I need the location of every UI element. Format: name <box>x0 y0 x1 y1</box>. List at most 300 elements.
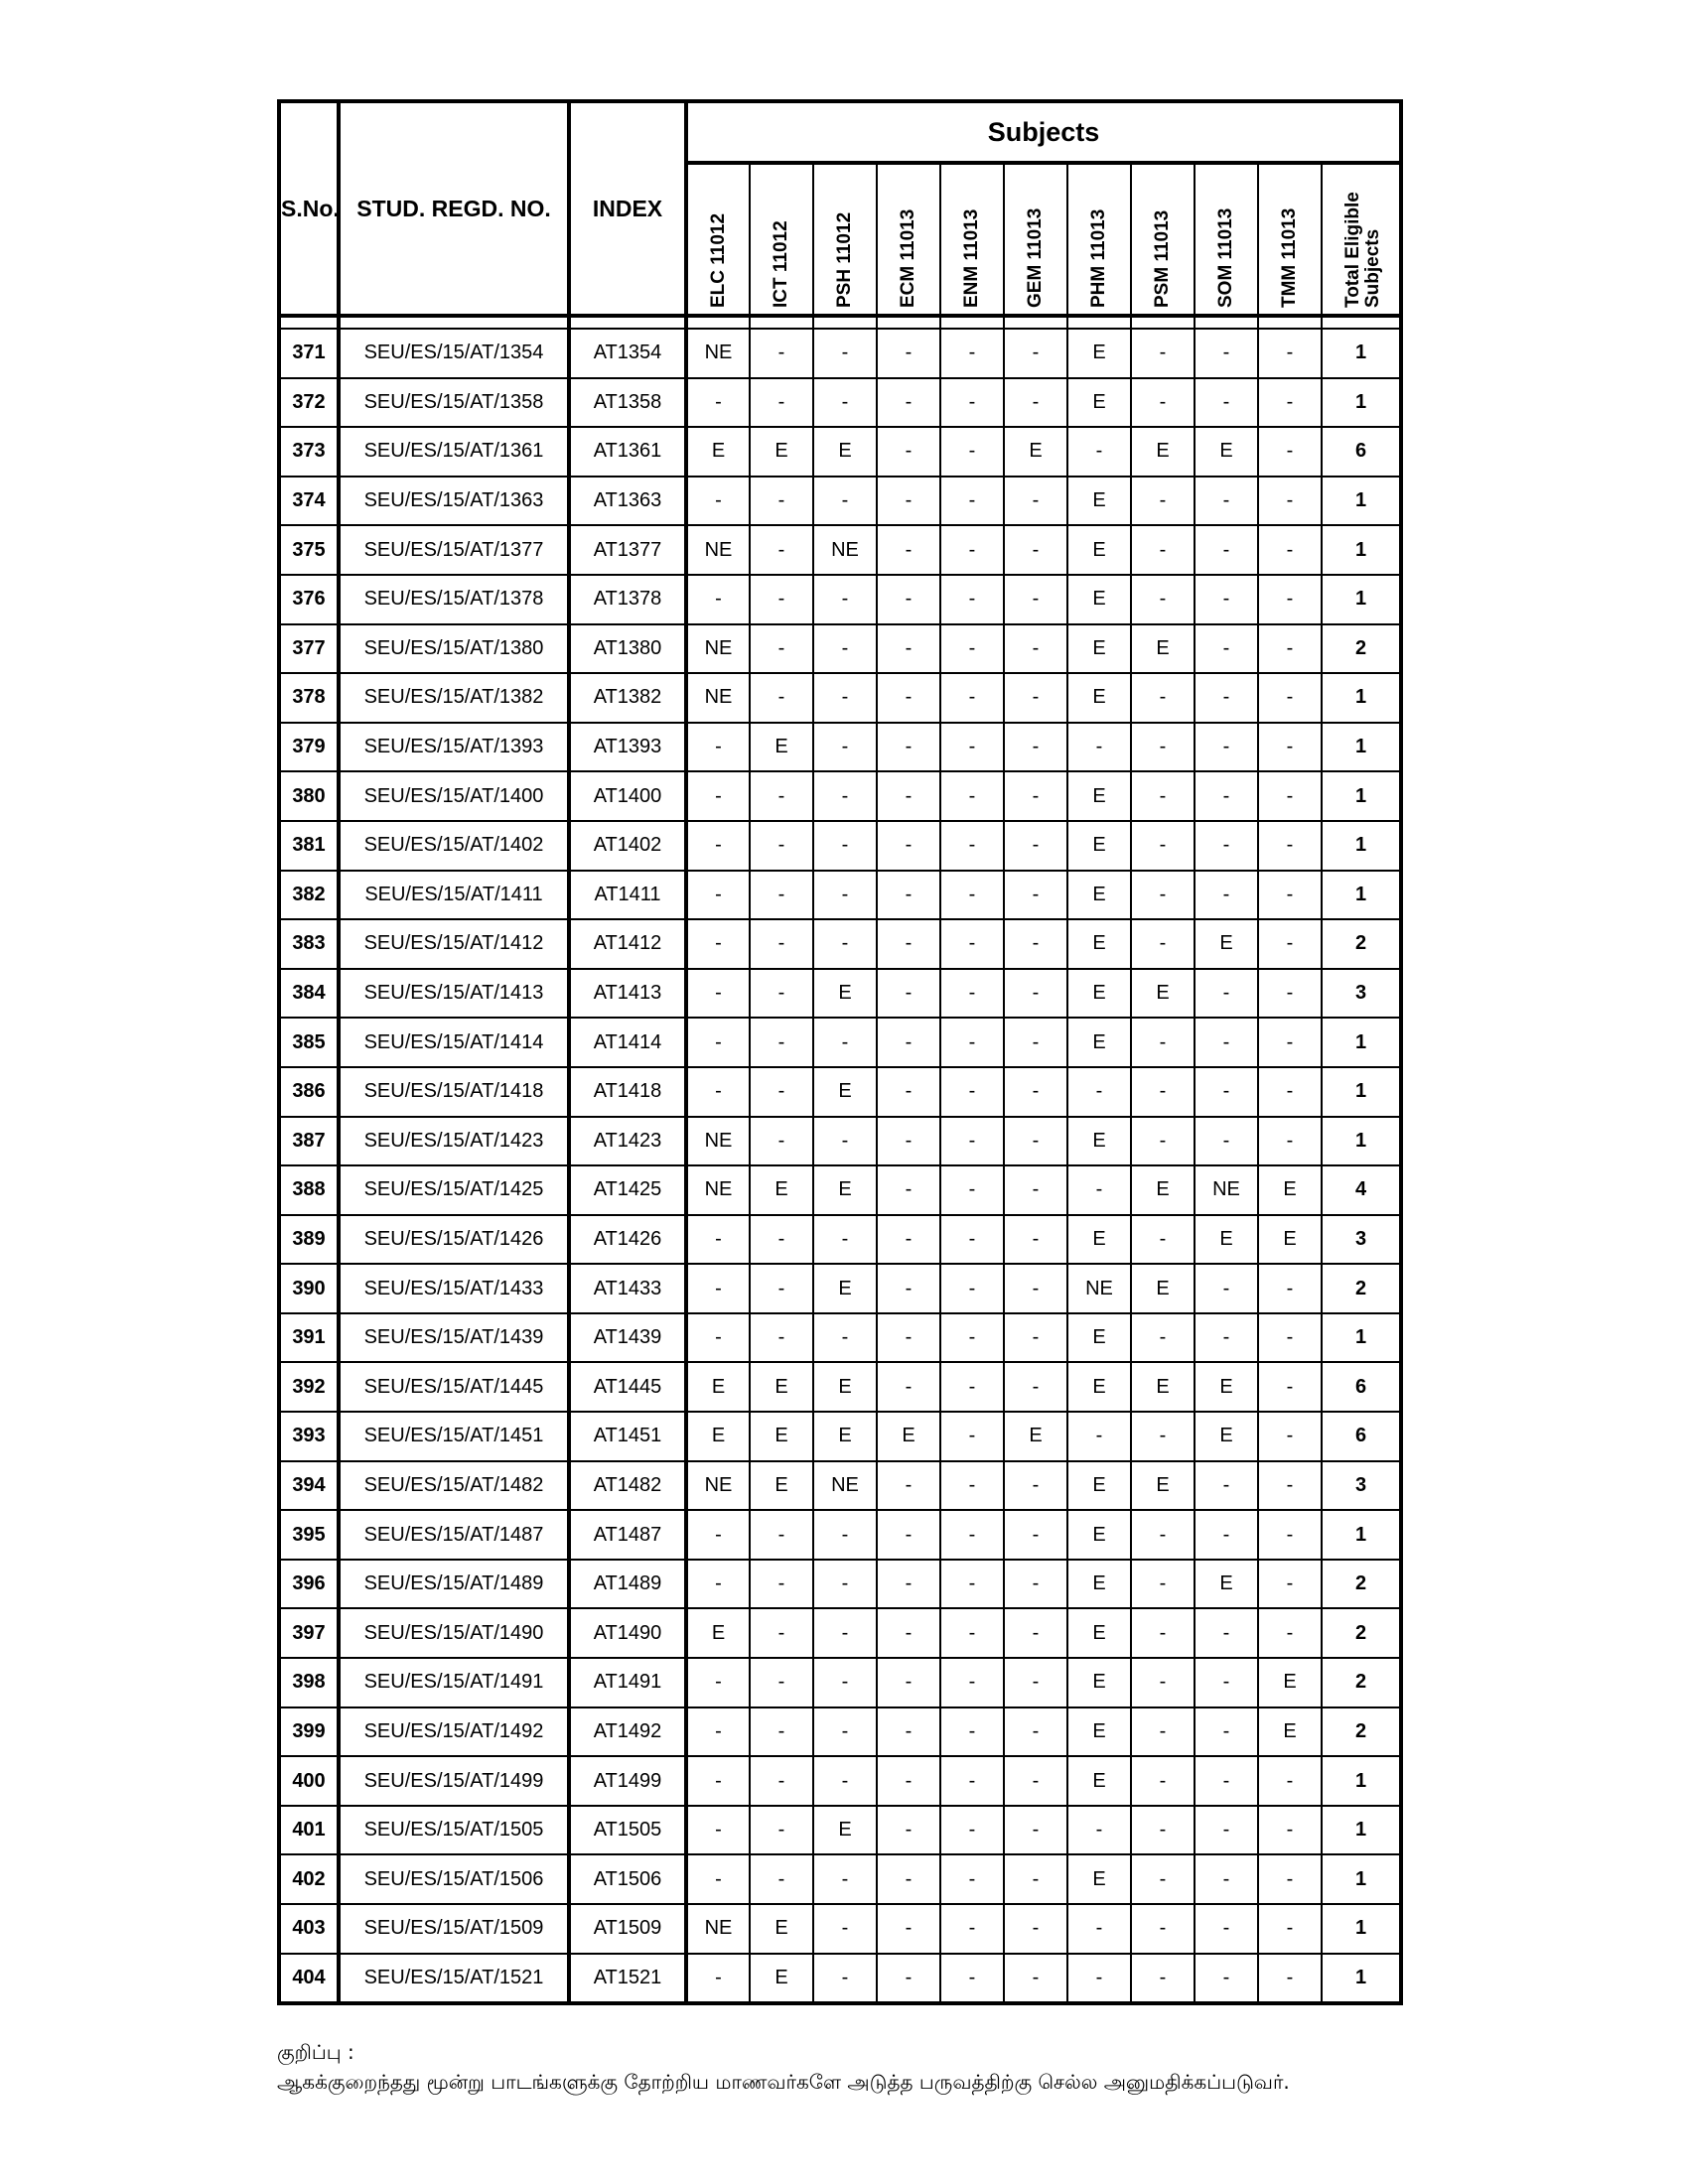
cell-subject-status: E <box>813 1412 877 1461</box>
cell-subject-status: - <box>686 1510 750 1560</box>
cell-total-eligible: 1 <box>1322 477 1401 526</box>
cell-subject-status: - <box>813 1215 877 1265</box>
header-subject-label: PHM 11013 <box>1088 208 1109 308</box>
cell-subject-status: - <box>877 1608 940 1658</box>
cell-subject-status: - <box>750 1854 813 1904</box>
cell-sno: 388 <box>279 1165 339 1215</box>
cell-total-eligible: 1 <box>1322 1313 1401 1363</box>
header-subject-2 <box>813 163 877 316</box>
cell-subject-status: - <box>1004 673 1067 723</box>
cell-subject-status: - <box>750 1067 813 1117</box>
cell-subject-status: - <box>940 1018 1004 1067</box>
cell-subject-status: - <box>1004 624 1067 674</box>
table-row <box>279 1067 1401 1117</box>
cell-regd-no: SEU/ES/15/AT/1418 <box>339 1067 569 1117</box>
cell-subject-status: - <box>750 329 813 378</box>
cell-total-eligible: 2 <box>1322 1608 1401 1658</box>
cell-subject-status: - <box>877 1264 940 1313</box>
cell-total-eligible: 6 <box>1322 1412 1401 1461</box>
cell-subject-status: - <box>750 1264 813 1313</box>
cell-subject-status: - <box>1258 1510 1322 1560</box>
cell-sno: 400 <box>279 1756 339 1806</box>
cell-subject-status: - <box>940 378 1004 428</box>
cell-subject-status: - <box>1195 1707 1258 1757</box>
cell-sno: 393 <box>279 1412 339 1461</box>
cell-subject-status: - <box>813 871 877 920</box>
cell-subject-status: - <box>750 624 813 674</box>
cell-subject-status: E <box>1195 1412 1258 1461</box>
cell-index: AT1491 <box>569 1658 686 1707</box>
cell-regd-no: SEU/ES/15/AT/1382 <box>339 673 569 723</box>
cell-regd-no: SEU/ES/15/AT/1490 <box>339 1608 569 1658</box>
cell-sno: 375 <box>279 525 339 575</box>
cell-subject-status: E <box>1131 969 1195 1019</box>
cell-subject-status: E <box>1067 575 1131 624</box>
cell-subject-status: E <box>813 969 877 1019</box>
cell-subject-status: - <box>940 1806 1004 1855</box>
cell-subject-status: - <box>750 969 813 1019</box>
cell-subject-status: - <box>1258 427 1322 477</box>
cell-total-eligible: 3 <box>1322 1461 1401 1511</box>
cell-subject-status: - <box>940 969 1004 1019</box>
cell-subject-status: - <box>877 1854 940 1904</box>
cell-subject-status: - <box>1004 919 1067 969</box>
cell-subject-status: - <box>813 1707 877 1757</box>
cell-subject-status: - <box>1258 575 1322 624</box>
cell-subject-status: E <box>813 1362 877 1412</box>
cell-subject-status: - <box>686 1658 750 1707</box>
cell-subject-status: - <box>1004 1313 1067 1363</box>
cell-regd-no: SEU/ES/15/AT/1380 <box>339 624 569 674</box>
cell-subject-status: - <box>750 871 813 920</box>
cell-subject-status: - <box>1131 1018 1195 1067</box>
cell-total-eligible: 1 <box>1322 1018 1401 1067</box>
cell-subject-status: - <box>813 1854 877 1904</box>
cell-subject-status: - <box>1004 771 1067 821</box>
cell-subject-status: - <box>877 1756 940 1806</box>
cell-index: AT1506 <box>569 1854 686 1904</box>
cell-subject-status: E <box>1067 477 1131 526</box>
cell-subject-status: E <box>686 427 750 477</box>
cell-index: AT1489 <box>569 1560 686 1609</box>
cell-subject-status: - <box>813 1560 877 1609</box>
cell-subject-status: - <box>813 575 877 624</box>
cell-subject-status: - <box>1131 1510 1195 1560</box>
cell-subject-status: - <box>1258 1954 1322 2004</box>
cell-sno: 395 <box>279 1510 339 1560</box>
cell-subject-status: E <box>1067 821 1131 871</box>
cell-index: AT1400 <box>569 771 686 821</box>
cell-subject-status: - <box>750 575 813 624</box>
cell-subject-status: - <box>877 673 940 723</box>
cell-subject-status: - <box>1258 1904 1322 1954</box>
cell-subject-status: - <box>1195 723 1258 772</box>
cell-subject-status: NE <box>686 1461 750 1511</box>
cell-subject-status: - <box>1195 821 1258 871</box>
cell-index: AT1382 <box>569 673 686 723</box>
cell-subject-status: E <box>686 1362 750 1412</box>
table-row <box>279 427 1401 477</box>
cell-subject-status: E <box>1067 378 1131 428</box>
cell-subject-status: - <box>1131 1756 1195 1806</box>
cell-subject-status: - <box>1195 871 1258 920</box>
header-subject-5 <box>1004 163 1067 316</box>
cell-subject-status: - <box>1195 1461 1258 1511</box>
cell-subject-status: - <box>1067 1806 1131 1855</box>
cell-subject-status: - <box>1004 575 1067 624</box>
cell-subject-status: - <box>940 871 1004 920</box>
cell-subject-status: - <box>750 1608 813 1658</box>
cell-regd-no: SEU/ES/15/AT/1426 <box>339 1215 569 1265</box>
cell-subject-status: E <box>813 1067 877 1117</box>
cell-sno: 403 <box>279 1904 339 1954</box>
cell-subject-status: - <box>1131 871 1195 920</box>
cell-subject-status: - <box>877 919 940 969</box>
cell-subject-status: E <box>750 1362 813 1412</box>
cell-subject-status: - <box>1131 771 1195 821</box>
cell-subject-status: - <box>686 723 750 772</box>
cell-index: AT1414 <box>569 1018 686 1067</box>
cell-subject-status: E <box>1067 525 1131 575</box>
cell-index: AT1492 <box>569 1707 686 1757</box>
table-row <box>279 329 1401 378</box>
cell-subject-status: - <box>1131 1707 1195 1757</box>
table-row <box>279 1608 1401 1658</box>
cell-total-eligible: 1 <box>1322 329 1401 378</box>
cell-subject-status: - <box>750 771 813 821</box>
cell-subject-status: - <box>877 1806 940 1855</box>
cell-subject-status: E <box>1195 1560 1258 1609</box>
cell-subject-status: - <box>686 1215 750 1265</box>
cell-subject-status: - <box>1131 1215 1195 1265</box>
cell-subject-status: - <box>813 1117 877 1166</box>
cell-regd-no: SEU/ES/15/AT/1378 <box>339 575 569 624</box>
cell-index: AT1509 <box>569 1904 686 1954</box>
cell-subject-status: - <box>813 624 877 674</box>
header-subject-9 <box>1258 163 1322 316</box>
cell-subject-status: E <box>1004 1412 1067 1461</box>
cell-subject-status: - <box>877 1461 940 1511</box>
cell-subject-status: E <box>1067 1854 1131 1904</box>
cell-subject-status: E <box>1067 1756 1131 1806</box>
cell-total-eligible: 2 <box>1322 1264 1401 1313</box>
cell-subject-status: - <box>813 919 877 969</box>
cell-subject-status: - <box>1131 1560 1195 1609</box>
cell-subject-status: - <box>940 1510 1004 1560</box>
cell-subject-status: - <box>686 378 750 428</box>
results-table <box>277 99 1403 2005</box>
cell-subject-status: - <box>1258 821 1322 871</box>
cell-subject-status: - <box>1131 1658 1195 1707</box>
header-subject-3 <box>877 163 940 316</box>
cell-sno: 379 <box>279 723 339 772</box>
cell-total-eligible: 1 <box>1322 821 1401 871</box>
cell-subject-status: - <box>686 477 750 526</box>
cell-subject-status: - <box>940 1461 1004 1511</box>
cell-subject-status: NE <box>686 329 750 378</box>
table-row <box>279 969 1401 1019</box>
cell-subject-status: - <box>877 575 940 624</box>
cell-sno: 398 <box>279 1658 339 1707</box>
cell-index: AT1358 <box>569 378 686 428</box>
cell-sno: 382 <box>279 871 339 920</box>
cell-regd-no: SEU/ES/15/AT/1377 <box>339 525 569 575</box>
cell-subject-status: - <box>1258 969 1322 1019</box>
cell-subject-status: - <box>813 1510 877 1560</box>
cell-sno: 378 <box>279 673 339 723</box>
header-total-label: Total Eligible Subjects <box>1341 192 1383 308</box>
cell-subject-status: E <box>1131 1362 1195 1412</box>
cell-subject-status: - <box>1004 477 1067 526</box>
cell-sno: 376 <box>279 575 339 624</box>
cell-subject-status: E <box>1067 624 1131 674</box>
cell-index: AT1413 <box>569 969 686 1019</box>
cell-subject-status: E <box>1195 919 1258 969</box>
cell-subject-status: - <box>750 1658 813 1707</box>
header-index: INDEX <box>569 101 686 316</box>
cell-subject-status: - <box>1131 575 1195 624</box>
cell-subject-status: - <box>1195 329 1258 378</box>
cell-subject-status: - <box>1131 525 1195 575</box>
cell-subject-status: NE <box>686 1117 750 1166</box>
cell-subject-status: - <box>940 1854 1004 1904</box>
cell-subject-status: - <box>877 821 940 871</box>
cell-subject-status: - <box>813 1904 877 1954</box>
table-row <box>279 1954 1401 2004</box>
cell-sno: 402 <box>279 1854 339 1904</box>
cell-subject-status: - <box>877 723 940 772</box>
header-sno: S.No. <box>279 101 339 316</box>
cell-sno: 372 <box>279 378 339 428</box>
cell-subject-status: - <box>877 771 940 821</box>
cell-index: AT1423 <box>569 1117 686 1166</box>
cell-subject-status: E <box>1067 1215 1131 1265</box>
cell-regd-no: SEU/ES/15/AT/1482 <box>339 1461 569 1511</box>
cell-regd-no: SEU/ES/15/AT/1489 <box>339 1560 569 1609</box>
cell-subject-status: - <box>686 871 750 920</box>
cell-subject-status: - <box>1004 1854 1067 1904</box>
cell-index: AT1363 <box>569 477 686 526</box>
cell-subject-status: - <box>940 329 1004 378</box>
cell-subject-status: E <box>1195 1362 1258 1412</box>
cell-regd-no: SEU/ES/15/AT/1492 <box>339 1707 569 1757</box>
cell-subject-status: E <box>1258 1215 1322 1265</box>
cell-index: AT1451 <box>569 1412 686 1461</box>
cell-subject-status: - <box>750 1018 813 1067</box>
cell-total-eligible: 2 <box>1322 1658 1401 1707</box>
cell-index: AT1393 <box>569 723 686 772</box>
cell-subject-status: E <box>1067 969 1131 1019</box>
cell-subject-status: - <box>1004 1608 1067 1658</box>
cell-sno: 384 <box>279 969 339 1019</box>
cell-subject-status: - <box>1258 1756 1322 1806</box>
cell-subject-status: - <box>1131 1313 1195 1363</box>
cell-subject-status: - <box>750 821 813 871</box>
table-row <box>279 673 1401 723</box>
cell-subject-status: - <box>813 1954 877 2004</box>
cell-subject-status: - <box>813 821 877 871</box>
cell-subject-status: E <box>877 1412 940 1461</box>
header-subject-label: PSH 11012 <box>834 211 855 308</box>
header-subjects-group: Subjects <box>686 101 1401 163</box>
cell-subject-status: NE <box>1195 1165 1258 1215</box>
cell-subject-status: - <box>1195 624 1258 674</box>
cell-subject-status: - <box>940 477 1004 526</box>
cell-subject-status: - <box>813 771 877 821</box>
cell-regd-no: SEU/ES/15/AT/1402 <box>339 821 569 871</box>
cell-total-eligible: 2 <box>1322 1707 1401 1757</box>
cell-sno: 404 <box>279 1954 339 2004</box>
cell-subject-status: E <box>1067 771 1131 821</box>
cell-subject-status: NE <box>813 1461 877 1511</box>
cell-subject-status: - <box>1004 1560 1067 1609</box>
cell-subject-status: - <box>877 1165 940 1215</box>
cell-subject-status: - <box>686 1854 750 1904</box>
header-subject-8 <box>1195 163 1258 316</box>
cell-regd-no: SEU/ES/15/AT/1499 <box>339 1756 569 1806</box>
cell-subject-status: - <box>686 969 750 1019</box>
cell-subject-status: E <box>1067 1707 1131 1757</box>
cell-subject-status: - <box>686 1756 750 1806</box>
cell-subject-status: - <box>1258 1362 1322 1412</box>
cell-subject-status: - <box>940 1658 1004 1707</box>
header-subject-1 <box>750 163 813 316</box>
cell-sno: 383 <box>279 919 339 969</box>
cell-subject-status: - <box>877 329 940 378</box>
cell-subject-status: - <box>1195 525 1258 575</box>
cell-regd-no: SEU/ES/15/AT/1439 <box>339 1313 569 1363</box>
cell-subject-status: - <box>1004 525 1067 575</box>
cell-subject-status: NE <box>686 1904 750 1954</box>
cell-subject-status: - <box>877 427 940 477</box>
cell-subject-status: - <box>1195 673 1258 723</box>
cell-subject-status: NE <box>686 673 750 723</box>
header-subject-label: ICT 11012 <box>771 220 791 308</box>
footnote-text: ஆகக்குறைந்தது மூன்று பாடங்களுக்கு தோற்றிய மாணவர்களே அடுத்த பருவத்திற்கு செல்ல அனுமதிக்கப்படுவர். <box>277 2070 1290 2094</box>
cell-subject-status: - <box>877 1560 940 1609</box>
cell-total-eligible: 1 <box>1322 1806 1401 1855</box>
cell-sno: 394 <box>279 1461 339 1511</box>
cell-sno: 392 <box>279 1362 339 1412</box>
header-subject-label: TMM 11013 <box>1279 207 1300 308</box>
cell-regd-no: SEU/ES/15/AT/1400 <box>339 771 569 821</box>
cell-subject-status: E <box>1067 1510 1131 1560</box>
cell-subject-status: - <box>877 1117 940 1166</box>
cell-subject-status: - <box>940 1608 1004 1658</box>
table-row <box>279 378 1401 428</box>
cell-subject-status: - <box>1131 1954 1195 2004</box>
cell-subject-status: - <box>1258 329 1322 378</box>
cell-subject-status: - <box>1131 1904 1195 1954</box>
header-subject-label: ECM 11013 <box>898 208 918 308</box>
cell-subject-status: - <box>940 1412 1004 1461</box>
cell-index: AT1482 <box>569 1461 686 1511</box>
cell-sno: 397 <box>279 1608 339 1658</box>
header-subject-label: ELC 11012 <box>707 212 729 308</box>
cell-subject-status: E <box>1067 329 1131 378</box>
cell-sno: 387 <box>279 1117 339 1166</box>
cell-subject-status: - <box>750 1510 813 1560</box>
cell-subject-status: - <box>877 1904 940 1954</box>
cell-subject-status: - <box>1004 1215 1067 1265</box>
cell-subject-status: - <box>1195 1117 1258 1166</box>
cell-subject-status: - <box>1004 1510 1067 1560</box>
cell-subject-status: - <box>1131 378 1195 428</box>
cell-subject-status: E <box>1067 1560 1131 1609</box>
cell-subject-status: E <box>1131 427 1195 477</box>
cell-regd-no: SEU/ES/15/AT/1358 <box>339 378 569 428</box>
cell-index: AT1521 <box>569 1954 686 2004</box>
cell-subject-status: - <box>1195 1756 1258 1806</box>
cell-subject-status: - <box>750 1313 813 1363</box>
cell-subject-status: - <box>940 1264 1004 1313</box>
cell-subject-status: - <box>1195 1806 1258 1855</box>
cell-subject-status: E <box>1004 427 1067 477</box>
cell-subject-status: - <box>1004 378 1067 428</box>
cell-subject-status: - <box>1195 477 1258 526</box>
cell-subject-status: - <box>813 1756 877 1806</box>
cell-subject-status: - <box>877 871 940 920</box>
cell-subject-status: - <box>940 1756 1004 1806</box>
cell-sno: 386 <box>279 1067 339 1117</box>
cell-subject-status: E <box>750 1954 813 2004</box>
cell-subject-status: - <box>813 329 877 378</box>
cell-subject-status: - <box>1258 477 1322 526</box>
cell-subject-status: - <box>877 1313 940 1363</box>
cell-subject-status: - <box>750 1756 813 1806</box>
cell-subject-status: - <box>1004 1165 1067 1215</box>
cell-subject-status: - <box>1004 1067 1067 1117</box>
table-row <box>279 1215 1401 1265</box>
cell-subject-status: - <box>1258 624 1322 674</box>
cell-subject-status: - <box>1258 871 1322 920</box>
cell-regd-no: SEU/ES/15/AT/1487 <box>339 1510 569 1560</box>
table-row <box>279 771 1401 821</box>
cell-sno: 389 <box>279 1215 339 1265</box>
cell-subject-status: - <box>1004 1461 1067 1511</box>
table-row <box>279 1510 1401 1560</box>
cell-subject-status: - <box>877 378 940 428</box>
cell-subject-status: - <box>1195 1313 1258 1363</box>
cell-regd-no: SEU/ES/15/AT/1521 <box>339 1954 569 2004</box>
cell-subject-status: - <box>940 1067 1004 1117</box>
cell-subject-status: - <box>1195 771 1258 821</box>
cell-subject-status: - <box>686 1806 750 1855</box>
cell-total-eligible: 1 <box>1322 378 1401 428</box>
cell-subject-status: - <box>1195 378 1258 428</box>
cell-index: AT1418 <box>569 1067 686 1117</box>
cell-subject-status: - <box>1131 1412 1195 1461</box>
cell-regd-no: SEU/ES/15/AT/1412 <box>339 919 569 969</box>
cell-subject-status: E <box>750 1412 813 1461</box>
cell-subject-status: - <box>877 1018 940 1067</box>
cell-regd-no: SEU/ES/15/AT/1491 <box>339 1658 569 1707</box>
cell-subject-status: - <box>1131 723 1195 772</box>
cell-subject-status: - <box>877 1954 940 2004</box>
cell-total-eligible: 6 <box>1322 427 1401 477</box>
cell-index: AT1378 <box>569 575 686 624</box>
cell-subject-status: E <box>1067 1313 1131 1363</box>
cell-subject-status: E <box>750 427 813 477</box>
cell-index: AT1445 <box>569 1362 686 1412</box>
cell-subject-status: - <box>940 1904 1004 1954</box>
cell-index: AT1505 <box>569 1806 686 1855</box>
cell-subject-status: - <box>940 1215 1004 1265</box>
cell-regd-no: SEU/ES/15/AT/1423 <box>339 1117 569 1166</box>
cell-subject-status: - <box>750 1215 813 1265</box>
cell-subject-status: - <box>750 525 813 575</box>
cell-subject-status: - <box>1067 1954 1131 2004</box>
